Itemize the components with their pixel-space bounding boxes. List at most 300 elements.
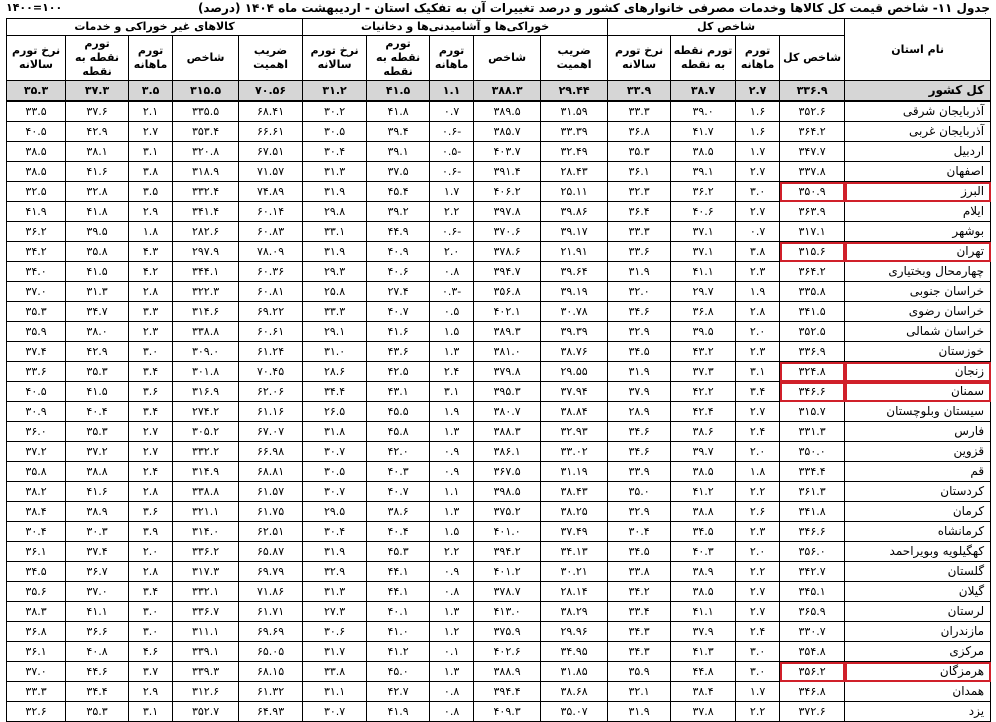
cell-total-p2p: ۳۸.۵ [671, 462, 736, 482]
cell-food-p2p: ۴۰.۷ [367, 482, 430, 502]
cell-nonfood-monthly: ۲.۸ [129, 282, 173, 302]
cell-nonfood-monthly: ۲.۰ [129, 542, 173, 562]
cell-total-p2p: ۳۹.۰ [671, 101, 736, 122]
cell-food-monthly: ۱.۵ [430, 522, 474, 542]
cell-nonfood-monthly: ۳.۶ [129, 382, 173, 402]
province-name: قم [845, 462, 991, 482]
cell-total-annual: ۲۸.۹ [608, 402, 671, 422]
cell-nonfood-weight: ۶۲.۵۱ [239, 522, 303, 542]
province-name: اردبیل [845, 142, 991, 162]
cell-total-annual: ۳۴.۵ [608, 342, 671, 362]
cell-food-annual: ۲۹.۸ [303, 202, 367, 222]
cell-nonfood-index: ۳۱۶.۹ [173, 382, 239, 402]
cell-food-monthly: ۲.۲ [430, 202, 474, 222]
cell-nonfood-p2p: ۴۰.۸ [66, 642, 129, 662]
cell-nonfood-monthly: ۴.۶ [129, 642, 173, 662]
province-name: گلستان [845, 562, 991, 582]
cell-food-index: ۳۷۹.۸ [474, 362, 541, 382]
cell-nonfood-p2p: ۴۱.۵ [66, 262, 129, 282]
cell-total-p2p: ۳۷.۱ [671, 222, 736, 242]
cell-nonfood-p2p: ۳۴.۴ [66, 682, 129, 702]
table-title: جدول ۱۱- شاخص قیمت کل کالاها وخدمات مصرفی خانوارهای کشور و درصد تغییرات آن به تفکیک استان - اردیبهشت ماه ۱۴۰۴ (درصد) [197, 1, 990, 15]
cell-total-p2p: ۳۹.۵ [671, 322, 736, 342]
cell-food-weight: ۳۳.۳۹ [541, 122, 608, 142]
cell-nonfood-index: ۳۳۸.۸ [173, 322, 239, 342]
cell-total-monthly: ۲.۷ [736, 402, 780, 422]
cell-total-p2p: ۴۲.۲ [671, 382, 736, 402]
header-province: نام استان [845, 19, 991, 81]
cell-food-weight: ۳۸.۷۶ [541, 342, 608, 362]
cell-total-monthly: ۳.۱ [736, 362, 780, 382]
cell-nonfood-weight: ۶۱.۳۲ [239, 682, 303, 702]
cell-nonfood-weight: ۶۵.۰۵ [239, 642, 303, 662]
cell-total-annual: ۳۰.۴ [608, 522, 671, 542]
cell-nonfood-weight: ۶۶.۹۸ [239, 442, 303, 462]
cell-nonfood-annual: ۴۱.۹ [7, 202, 66, 222]
cell-nonfood-index: ۳۲۲.۳ [173, 282, 239, 302]
cell-food-annual: ۳۱.۹ [303, 182, 367, 202]
cell-total-annual: ۳۴.۶ [608, 302, 671, 322]
cell-nonfood-weight: ۶۰.۳۶ [239, 262, 303, 282]
cell-nonfood-monthly: ۲.۸ [129, 482, 173, 502]
cell-food-p2p: ۴۱.۶ [367, 322, 430, 342]
cell-total-index: ۳۳۵.۸ [780, 282, 845, 302]
cell-food-annual: ۳۰.۴ [303, 522, 367, 542]
cell-nonfood-p2p: ۳۴.۷ [66, 302, 129, 322]
cell-nonfood-annual: ۳۶.۸ [7, 622, 66, 642]
cell-nonfood-p2p: ۳۶.۶ [66, 622, 129, 642]
cell-total-monthly: ۰.۷ [736, 222, 780, 242]
cell-nonfood-annual: ۴۰.۵ [7, 122, 66, 142]
cell-nonfood-index: ۲۸۲.۶ [173, 222, 239, 242]
table-row [7, 462, 991, 482]
header-food-annual: نرخ تورم سالانه [303, 36, 367, 81]
province-name: کرمان [845, 502, 991, 522]
cell-food-p2p: ۴۲.۵ [367, 362, 430, 382]
cpi-province-table [6, 18, 991, 722]
table-row [7, 282, 991, 302]
cell-food-annual: ۲۵.۸ [303, 282, 367, 302]
cell-food-weight: ۳۴.۱۳ [541, 542, 608, 562]
header-food-weight: ضریب اهمیت [541, 36, 608, 81]
cell-food-p2p: ۳۹.۲ [367, 202, 430, 222]
cell-nonfood-monthly: ۳.۵ [129, 182, 173, 202]
cell-food-p2p: ۴۵.۸ [367, 422, 430, 442]
cell-nonfood-monthly: ۳.۸ [129, 162, 173, 182]
cell-food-index: ۳۸۱.۰ [474, 342, 541, 362]
cell-food-index: ۳۸۸.۳ [474, 81, 541, 102]
header-group-food: خوراکی‌ها و آشامیدنی‌ها و دخانیات [303, 19, 608, 36]
cell-nonfood-annual: ۳۷.۰ [7, 662, 66, 682]
cell-food-index: ۳۹۴.۴ [474, 682, 541, 702]
cell-food-index: ۴۰۹.۳ [474, 702, 541, 722]
cell-total-p2p: ۳۸.۵ [671, 582, 736, 602]
cell-food-p2p: ۴۵.۵ [367, 402, 430, 422]
cell-total-annual: ۳۳.۳ [608, 222, 671, 242]
cell-total-monthly: ۲.۲ [736, 562, 780, 582]
cell-food-monthly: ۰.۵ [430, 302, 474, 322]
cell-total-p2p: ۳۷.۳ [671, 362, 736, 382]
cell-nonfood-p2p: ۴۱.۶ [66, 482, 129, 502]
cell-total-p2p: ۳۶.۸ [671, 302, 736, 322]
cell-total-p2p: ۴۱.۱ [671, 262, 736, 282]
cell-food-index: ۳۶۷.۵ [474, 462, 541, 482]
table-row [7, 302, 991, 322]
cell-nonfood-p2p: ۳۷.۶ [66, 101, 129, 122]
cell-food-monthly: ۱.۳ [430, 662, 474, 682]
cell-food-p2p: ۴۰.۶ [367, 262, 430, 282]
cell-food-weight: ۳۸.۶۸ [541, 682, 608, 702]
cell-food-weight: ۳۷.۹۴ [541, 382, 608, 402]
cell-food-index: ۳۸۰.۷ [474, 402, 541, 422]
cell-total-monthly: ۲.۳ [736, 342, 780, 362]
cell-nonfood-p2p: ۳۵.۳ [66, 702, 129, 722]
cell-total-annual: ۳۳.۹ [608, 462, 671, 482]
cell-food-index: ۳۹۵.۳ [474, 382, 541, 402]
cell-nonfood-annual: ۳۵.۳ [7, 302, 66, 322]
cell-total-p2p: ۴۳.۲ [671, 342, 736, 362]
cell-food-weight: ۳۸.۲۵ [541, 502, 608, 522]
cell-nonfood-index: ۳۱۴.۶ [173, 302, 239, 322]
cell-food-index: ۳۹۱.۴ [474, 162, 541, 182]
cell-total-p2p: ۳۹.۷ [671, 442, 736, 462]
cell-food-index: ۴۰۶.۲ [474, 182, 541, 202]
cell-nonfood-index: ۳۱۸.۹ [173, 162, 239, 182]
table-row [7, 101, 991, 122]
cell-total-index: ۳۴۱.۸ [780, 502, 845, 522]
cell-nonfood-index: ۳۱۴.۹ [173, 462, 239, 482]
cell-total-p2p: ۳۸.۹ [671, 562, 736, 582]
cell-food-monthly: ۱.۳ [430, 602, 474, 622]
cell-nonfood-annual: ۳۷.۲ [7, 442, 66, 462]
table-row [7, 122, 991, 142]
cell-food-weight: ۲۹.۴۴ [541, 81, 608, 102]
cell-food-p2p: ۴۲.۰ [367, 442, 430, 462]
cell-total-p2p: ۳۷.۹ [671, 622, 736, 642]
cell-nonfood-annual: ۳۵.۹ [7, 322, 66, 342]
cell-food-monthly: ۰.۹ [430, 462, 474, 482]
cell-food-annual: ۳۱.۷ [303, 642, 367, 662]
cell-nonfood-p2p: ۳۷.۳ [66, 81, 129, 102]
cell-nonfood-monthly: ۳.۳ [129, 302, 173, 322]
cell-nonfood-weight: ۷۱.۵۷ [239, 162, 303, 182]
cell-total-annual: ۳۳.۳ [608, 101, 671, 122]
cell-nonfood-weight: ۷۱.۸۶ [239, 582, 303, 602]
cell-food-weight: ۳۹.۸۶ [541, 202, 608, 222]
cell-food-p2p: ۴۳.۱ [367, 382, 430, 402]
table-row [7, 202, 991, 222]
cell-food-weight: ۳۱.۵۹ [541, 101, 608, 122]
cell-nonfood-monthly: ۳.۴ [129, 402, 173, 422]
cell-food-weight: ۳۹.۶۴ [541, 262, 608, 282]
cell-nonfood-weight: ۶۹.۷۹ [239, 562, 303, 582]
cell-food-monthly: -۰.۶ [430, 162, 474, 182]
cell-food-monthly: ۰.۹ [430, 442, 474, 462]
cell-food-annual: ۳۰.۲ [303, 101, 367, 122]
cell-nonfood-weight: ۶۱.۷۱ [239, 602, 303, 622]
cell-nonfood-p2p: ۳۷.۰ [66, 582, 129, 602]
cell-nonfood-annual: ۳۳.۳ [7, 682, 66, 702]
cell-food-annual: ۳۰.۶ [303, 622, 367, 642]
cell-total-p2p: ۳۷.۱ [671, 242, 736, 262]
cell-nonfood-p2p: ۴۱.۵ [66, 382, 129, 402]
cell-total-annual: ۳۴.۳ [608, 622, 671, 642]
cell-nonfood-monthly: ۲.۹ [129, 682, 173, 702]
cell-nonfood-monthly: ۳.۰ [129, 342, 173, 362]
cell-total-annual: ۳۶.۴ [608, 202, 671, 222]
cell-food-p2p: ۴۰.۱ [367, 602, 430, 622]
header-food-index: شاخص [474, 36, 541, 81]
cell-food-annual: ۲۹.۵ [303, 502, 367, 522]
cell-food-monthly: ۰.۸ [430, 582, 474, 602]
cell-nonfood-index: ۳۱۱.۱ [173, 622, 239, 642]
cell-food-p2p: ۳۷.۵ [367, 162, 430, 182]
header-group-nonfood: کالاهای غیر خوراکی و خدمات [7, 19, 303, 36]
cell-total-monthly: ۲.۲ [736, 482, 780, 502]
cell-total-monthly: ۲.۴ [736, 422, 780, 442]
cell-nonfood-p2p: ۳۹.۵ [66, 222, 129, 242]
cell-food-index: ۳۷۵.۲ [474, 502, 541, 522]
table-row [7, 162, 991, 182]
cell-nonfood-annual: ۳۲.۵ [7, 182, 66, 202]
cell-total-annual: ۳۳.۸ [608, 562, 671, 582]
cell-nonfood-monthly: ۲.۳ [129, 322, 173, 342]
cell-nonfood-p2p: ۴۲.۹ [66, 342, 129, 362]
cell-total-annual: ۳۱.۹ [608, 262, 671, 282]
cell-total-annual: ۳۲.۳ [608, 182, 671, 202]
cell-nonfood-annual: ۳۵.۸ [7, 462, 66, 482]
cell-nonfood-weight: ۶۰.۸۱ [239, 282, 303, 302]
cell-food-monthly: ۱.۹ [430, 402, 474, 422]
cell-nonfood-monthly: ۲.۸ [129, 562, 173, 582]
cell-nonfood-annual: ۳۸.۳ [7, 602, 66, 622]
province-name: خراسان شمالی [845, 322, 991, 342]
table-row [7, 442, 991, 462]
cell-food-annual: ۳۱.۱ [303, 682, 367, 702]
cell-total-p2p: ۴۰.۶ [671, 202, 736, 222]
cell-food-p2p: ۲۷.۴ [367, 282, 430, 302]
cell-nonfood-index: ۳۳۵.۵ [173, 101, 239, 122]
cell-nonfood-index: ۳۴۱.۴ [173, 202, 239, 222]
cell-total-p2p: ۲۹.۷ [671, 282, 736, 302]
province-name: زنجان [845, 362, 991, 382]
cell-food-index: ۳۸۵.۷ [474, 122, 541, 142]
cell-food-monthly: ۰.۷ [430, 101, 474, 122]
cell-total-annual: ۳۲.۰ [608, 282, 671, 302]
cell-nonfood-weight: ۶۴.۹۳ [239, 702, 303, 722]
cell-total-annual: ۳۵.۹ [608, 662, 671, 682]
cell-nonfood-weight: ۶۸.۱۵ [239, 662, 303, 682]
cell-total-p2p: ۴۱.۳ [671, 642, 736, 662]
cell-nonfood-p2p: ۴۰.۴ [66, 402, 129, 422]
header-total-p2p: تورم نقطه به نقطه [671, 36, 736, 81]
cell-nonfood-monthly: ۳.۶ [129, 502, 173, 522]
cell-food-p2p: ۳۹.۱ [367, 142, 430, 162]
table-row [7, 702, 991, 722]
cell-food-monthly: ۲.۰ [430, 242, 474, 262]
cell-nonfood-index: ۳۳۲.۴ [173, 182, 239, 202]
cell-total-monthly: ۳.۰ [736, 182, 780, 202]
cell-total-index: ۳۳۶.۹ [780, 81, 845, 102]
cell-food-weight: ۲۹.۵۵ [541, 362, 608, 382]
cell-food-p2p: ۴۱.۲ [367, 642, 430, 662]
cell-food-p2p: ۴۰.۹ [367, 242, 430, 262]
cell-nonfood-index: ۲۷۴.۲ [173, 402, 239, 422]
cell-food-weight: ۳۳.۰۲ [541, 442, 608, 462]
cell-nonfood-p2p: ۴۱.۱ [66, 602, 129, 622]
cell-total-annual: ۳۵.۰ [608, 482, 671, 502]
cell-nonfood-weight: ۶۷.۰۷ [239, 422, 303, 442]
table-row [7, 422, 991, 442]
table-row [7, 382, 991, 402]
cell-total-index: ۳۳۰.۷ [780, 622, 845, 642]
cell-food-annual: ۲۶.۵ [303, 402, 367, 422]
table-row [7, 242, 991, 262]
cell-food-annual: ۳۱.۲ [303, 81, 367, 102]
cell-nonfood-annual: ۳۲.۶ [7, 702, 66, 722]
province-name: کل کشور [845, 81, 991, 102]
province-name: البرز [845, 182, 991, 202]
cell-food-index: ۴۰۳.۷ [474, 142, 541, 162]
cell-total-index: ۳۱۵.۶ [780, 242, 845, 262]
cell-nonfood-p2p: ۴۱.۶ [66, 162, 129, 182]
province-name: مرکزی [845, 642, 991, 662]
cell-total-monthly: ۲.۷ [736, 81, 780, 102]
cell-nonfood-index: ۳۲۰.۸ [173, 142, 239, 162]
cell-nonfood-monthly: ۳.۹ [129, 522, 173, 542]
cell-food-p2p: ۴۱.۵ [367, 81, 430, 102]
cell-total-p2p: ۳۷.۸ [671, 702, 736, 722]
cell-nonfood-p2p: ۳۵.۳ [66, 362, 129, 382]
cell-food-index: ۳۸۸.۳ [474, 422, 541, 442]
header-nonfood-index: شاخص [173, 36, 239, 81]
cell-food-monthly: ۱.۵ [430, 322, 474, 342]
cell-total-p2p: ۳۶.۲ [671, 182, 736, 202]
cell-food-weight: ۳۲.۹۳ [541, 422, 608, 442]
cell-food-annual: ۲۹.۳ [303, 262, 367, 282]
cell-total-monthly: ۲.۰ [736, 442, 780, 462]
cell-nonfood-index: ۳۰۱.۸ [173, 362, 239, 382]
table-row [7, 582, 991, 602]
cell-total-index: ۳۱۵.۷ [780, 402, 845, 422]
cell-nonfood-annual: ۳۸.۵ [7, 162, 66, 182]
cell-food-index: ۳۷۸.۷ [474, 582, 541, 602]
cell-food-index: ۳۹۸.۵ [474, 482, 541, 502]
cell-food-monthly: ۱.۳ [430, 342, 474, 362]
cell-total-p2p: ۴۱.۲ [671, 482, 736, 502]
cell-food-annual: ۳۳.۳ [303, 302, 367, 322]
table-row [7, 402, 991, 422]
cell-nonfood-weight: ۶۹.۲۲ [239, 302, 303, 322]
cell-food-p2p: ۴۲.۷ [367, 682, 430, 702]
province-name: چهارمحال وبختیاری [845, 262, 991, 282]
province-name: لرستان [845, 602, 991, 622]
cell-total-p2p: ۴۴.۸ [671, 662, 736, 682]
cell-nonfood-weight: ۶۶.۶۱ [239, 122, 303, 142]
cell-nonfood-p2p: ۳۱.۳ [66, 282, 129, 302]
header-nonfood-p2p: تورم نقطه به نقطه [66, 36, 129, 81]
table-row [7, 322, 991, 342]
cell-nonfood-index: ۳۳۹.۱ [173, 642, 239, 662]
base-year-note: ۱۴۰۰=۱۰۰ [6, 1, 63, 14]
cell-food-annual: ۳۱.۹ [303, 542, 367, 562]
table-body [7, 81, 991, 722]
cell-nonfood-weight: ۶۹.۶۹ [239, 622, 303, 642]
cell-total-annual: ۳۵.۳ [608, 142, 671, 162]
cell-nonfood-monthly: ۳.۱ [129, 142, 173, 162]
cell-food-monthly: ۱.۳ [430, 422, 474, 442]
header-group-total: شاخص کل [608, 19, 845, 36]
cell-nonfood-annual: ۳۷.۰ [7, 282, 66, 302]
cell-food-weight: ۳۰.۲۱ [541, 562, 608, 582]
table-row-country-total [7, 81, 991, 102]
cell-nonfood-p2p: ۳۲.۸ [66, 182, 129, 202]
cell-nonfood-monthly: ۳.۰ [129, 622, 173, 642]
cell-nonfood-p2p: ۳۷.۴ [66, 542, 129, 562]
cell-nonfood-annual: ۳۰.۹ [7, 402, 66, 422]
header-nonfood-annual: نرخ تورم سالانه [7, 36, 66, 81]
cell-food-index: ۴۰۲.۶ [474, 642, 541, 662]
cell-nonfood-p2p: ۳۵.۳ [66, 422, 129, 442]
cell-food-monthly: ۰.۱ [430, 642, 474, 662]
cell-food-annual: ۲۹.۱ [303, 322, 367, 342]
cell-total-monthly: ۱.۹ [736, 282, 780, 302]
province-name: همدان [845, 682, 991, 702]
cell-food-annual: ۳۰.۷ [303, 442, 367, 462]
cell-food-index: ۳۸۹.۵ [474, 101, 541, 122]
cell-nonfood-weight: ۶۱.۷۵ [239, 502, 303, 522]
cell-total-index: ۳۴۱.۵ [780, 302, 845, 322]
cell-total-monthly: ۲.۰ [736, 322, 780, 342]
cell-food-p2p: ۴۱.۸ [367, 101, 430, 122]
cell-nonfood-monthly: ۳.۴ [129, 362, 173, 382]
cell-nonfood-monthly: ۲.۷ [129, 422, 173, 442]
cell-nonfood-index: ۳۱۴.۰ [173, 522, 239, 542]
table-row [7, 222, 991, 242]
province-name: مازندران [845, 622, 991, 642]
cell-total-index: ۳۶۳.۹ [780, 202, 845, 222]
cell-total-monthly: ۱.۷ [736, 142, 780, 162]
cell-total-monthly: ۲.۷ [736, 582, 780, 602]
cell-total-annual: ۳۳.۹ [608, 81, 671, 102]
cell-nonfood-monthly: ۴.۳ [129, 242, 173, 262]
cell-food-weight: ۳۸.۸۴ [541, 402, 608, 422]
cell-food-monthly: ۱.۱ [430, 482, 474, 502]
cell-food-monthly: ۰.۸ [430, 682, 474, 702]
cell-food-monthly: ۰.۸ [430, 702, 474, 722]
cell-total-annual: ۳۳.۴ [608, 602, 671, 622]
province-name: آذربایجان غربی [845, 122, 991, 142]
cell-total-index: ۳۶۵.۹ [780, 602, 845, 622]
cell-nonfood-weight: ۷۰.۴۵ [239, 362, 303, 382]
cell-nonfood-index: ۳۳۶.۷ [173, 602, 239, 622]
cell-food-annual: ۳۱.۳ [303, 162, 367, 182]
cell-nonfood-annual: ۳۵.۳ [7, 81, 66, 102]
cell-food-monthly: -۰.۶ [430, 122, 474, 142]
cell-food-weight: ۲۵.۱۱ [541, 182, 608, 202]
cell-total-p2p: ۳۸.۴ [671, 682, 736, 702]
cell-food-index: ۳۷۵.۹ [474, 622, 541, 642]
cell-food-weight: ۳۸.۲۹ [541, 602, 608, 622]
cell-total-index: ۳۴۵.۱ [780, 582, 845, 602]
cell-total-monthly: ۲.۴ [736, 622, 780, 642]
cell-total-index: ۳۳۷.۸ [780, 162, 845, 182]
cell-total-annual: ۳۶.۱ [608, 162, 671, 182]
cell-total-annual: ۳۴.۶ [608, 422, 671, 442]
table-row [7, 262, 991, 282]
cell-food-weight: ۳۹.۱۹ [541, 282, 608, 302]
cell-nonfood-index: ۳۳۹.۳ [173, 662, 239, 682]
